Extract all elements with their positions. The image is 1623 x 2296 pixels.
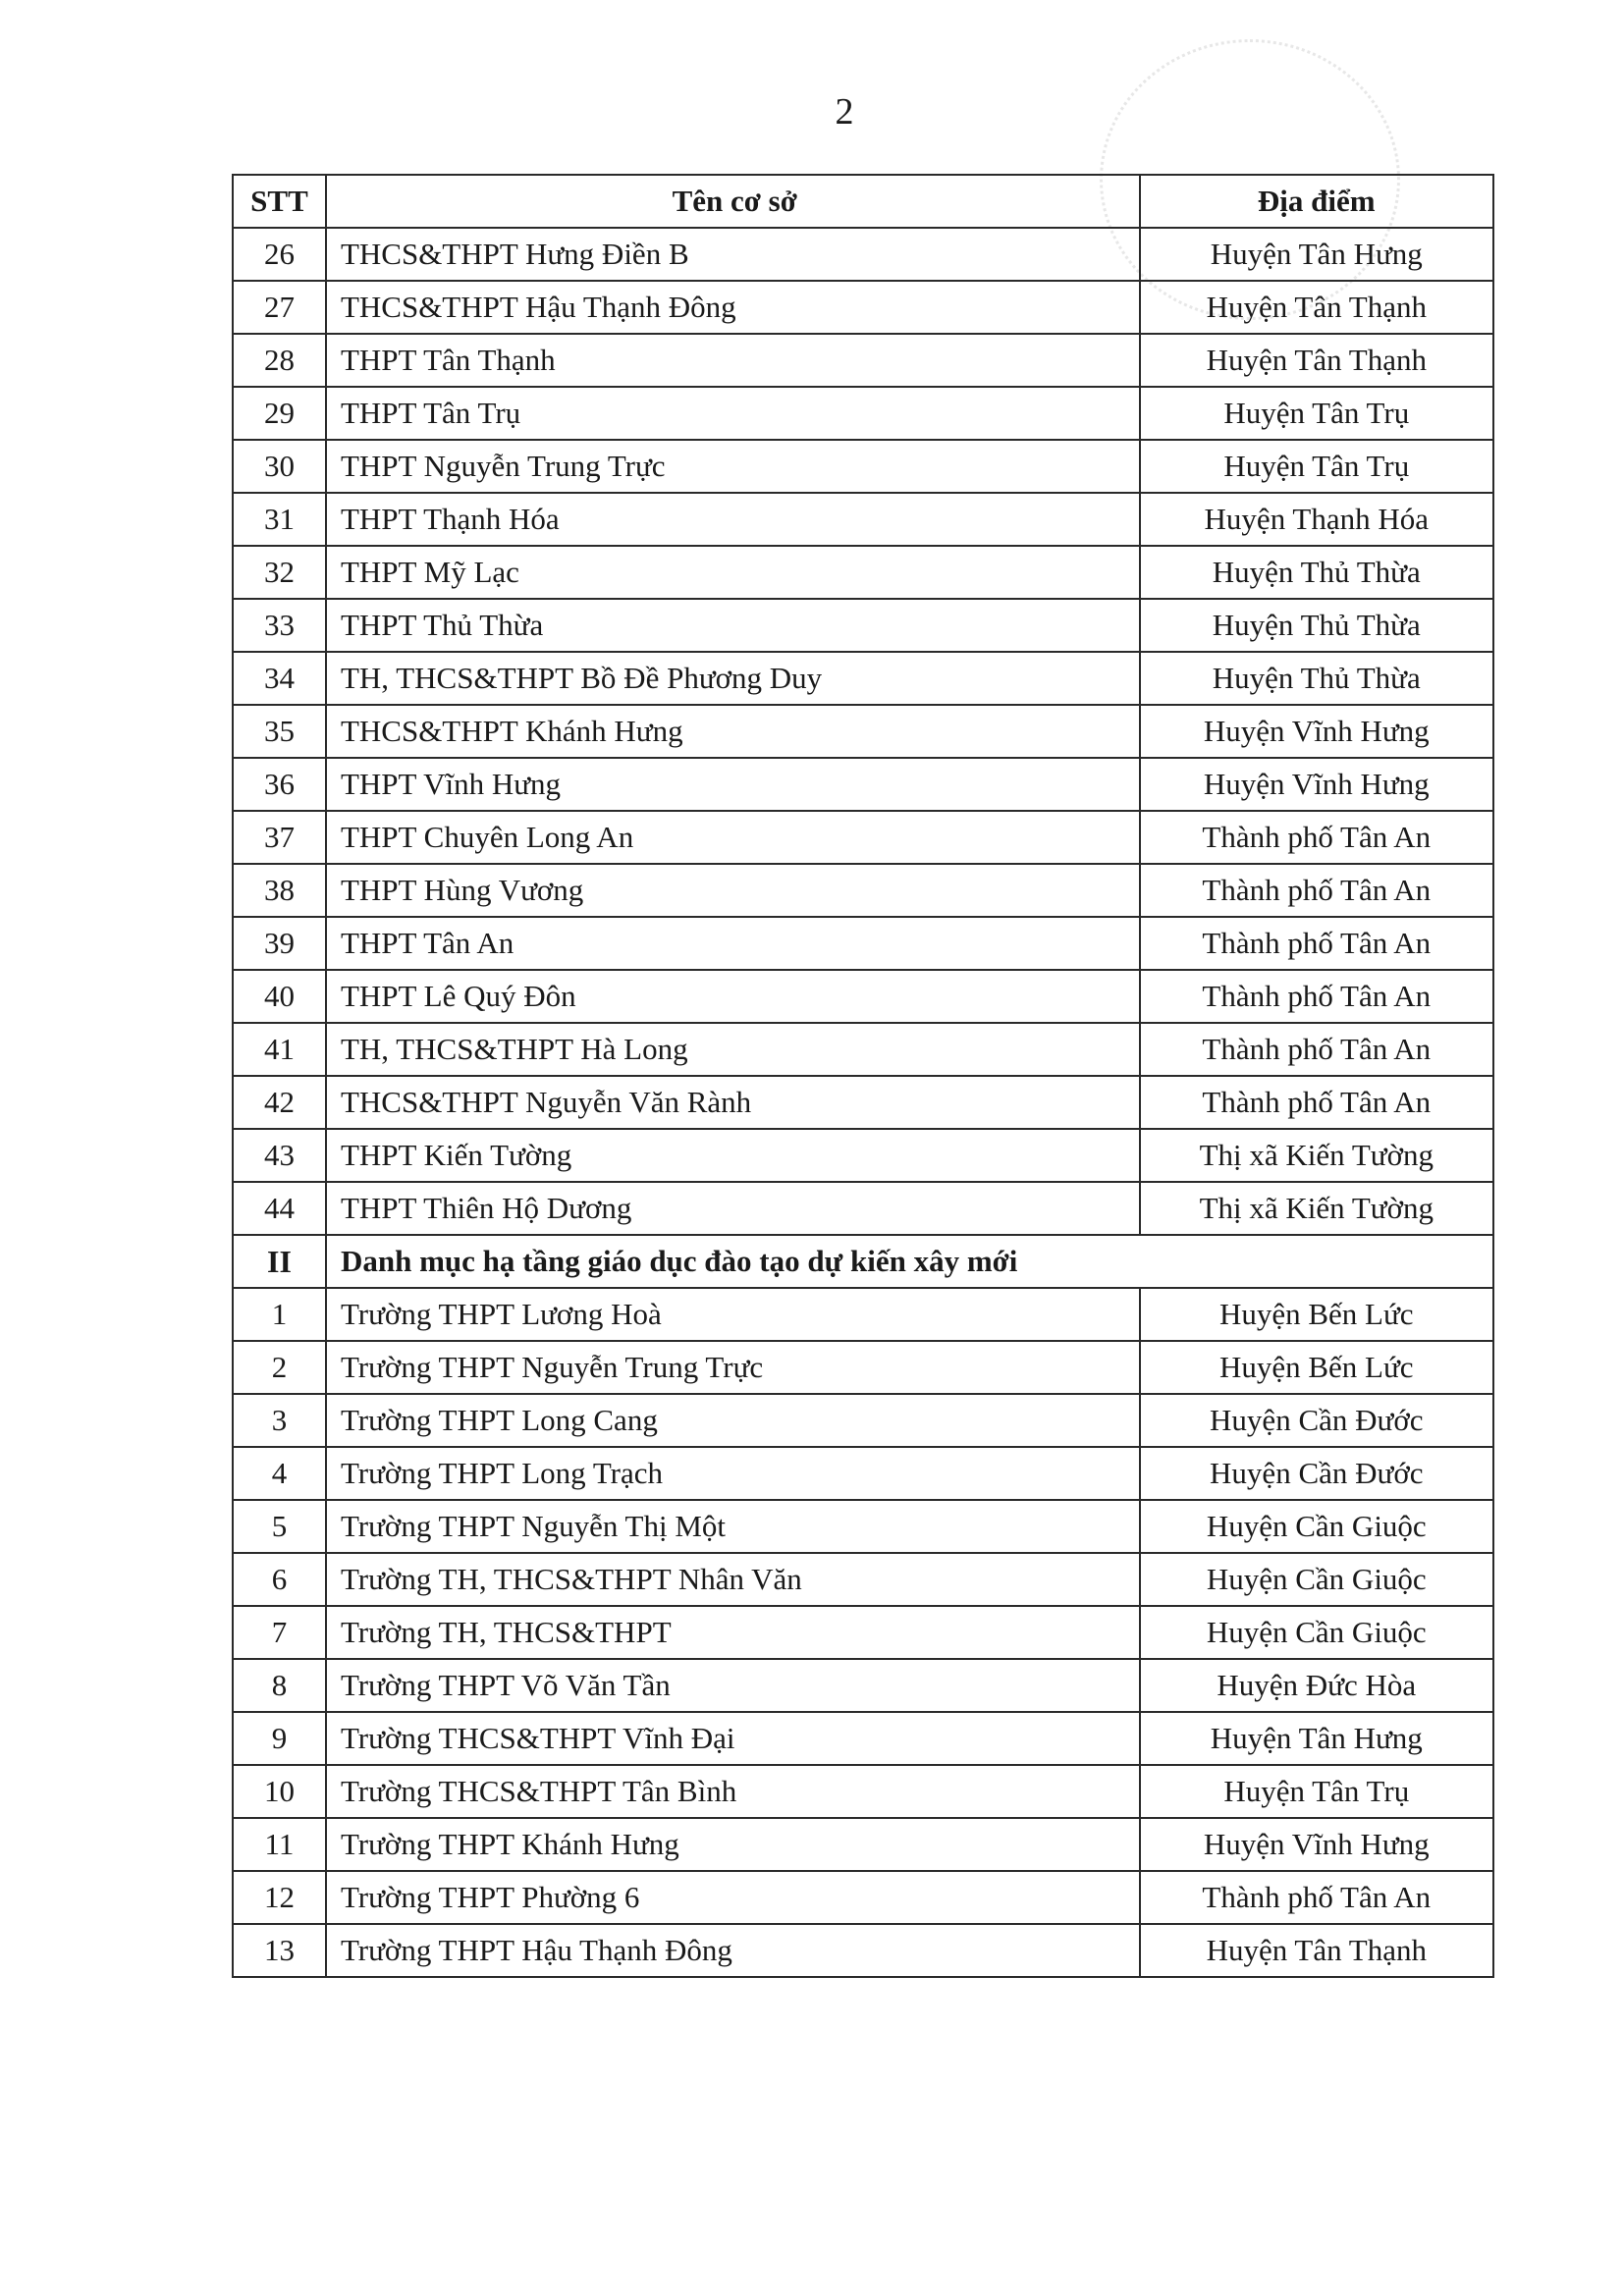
row-name: THPT Thạnh Hóa	[326, 493, 1140, 546]
row-name: THCS&THPT Hậu Thạnh Đông	[326, 281, 1140, 334]
row-name: Trường THPT Nguyễn Thị Một	[326, 1500, 1140, 1553]
page-number: 2	[835, 91, 854, 133]
row-location: Huyện Bến Lức	[1140, 1288, 1493, 1341]
row-location: Huyện Vĩnh Hưng	[1140, 758, 1493, 811]
table-row	[233, 1606, 1493, 1659]
row-stt: 31	[233, 493, 326, 546]
row-name: THPT Nguyễn Trung Trực	[326, 440, 1140, 493]
row-name: THCS&THPT Nguyễn Văn Rành	[326, 1076, 1140, 1129]
row-location: Huyện Thủ Thừa	[1140, 652, 1493, 705]
row-location: Huyện Tân Thạnh	[1140, 1924, 1493, 1977]
schools-table	[232, 174, 1494, 1978]
row-stt: 29	[233, 387, 326, 440]
table-row	[233, 1924, 1493, 1977]
row-name: THPT Kiến Tường	[326, 1129, 1140, 1182]
table-row	[233, 864, 1493, 917]
table-row	[233, 1341, 1493, 1394]
row-location: Thành phố Tân An	[1140, 864, 1493, 917]
row-location: Thành phố Tân An	[1140, 970, 1493, 1023]
table-row	[233, 917, 1493, 970]
row-location: Huyện Vĩnh Hưng	[1140, 1818, 1493, 1871]
row-name: Trường THPT Khánh Hưng	[326, 1818, 1140, 1871]
row-stt: 36	[233, 758, 326, 811]
row-stt: 12	[233, 1871, 326, 1924]
table-row	[233, 281, 1493, 334]
row-location: Huyện Vĩnh Hưng	[1140, 705, 1493, 758]
row-stt: 35	[233, 705, 326, 758]
row-stt: 5	[233, 1500, 326, 1553]
row-name: THPT Tân Thạnh	[326, 334, 1140, 387]
row-name: Trường THPT Long Cang	[326, 1394, 1140, 1447]
table-row	[233, 1659, 1493, 1712]
table-row	[233, 1288, 1493, 1341]
table-row	[233, 334, 1493, 387]
row-stt: 44	[233, 1182, 326, 1235]
table-row	[233, 1871, 1493, 1924]
table-row	[233, 705, 1493, 758]
section-body	[233, 1235, 1493, 1288]
table-row	[233, 811, 1493, 864]
row-name: Trường THPT Nguyễn Trung Trực	[326, 1341, 1140, 1394]
table-row	[233, 1765, 1493, 1818]
section-title: Danh mục hạ tầng giáo dục đào tạo dự kiến xây mới	[326, 1235, 1493, 1288]
row-stt: 28	[233, 334, 326, 387]
row-stt: 39	[233, 917, 326, 970]
row-stt: 42	[233, 1076, 326, 1129]
row-stt: 6	[233, 1553, 326, 1606]
section-stt: II	[233, 1235, 326, 1288]
row-name: Trường THPT Long Trạch	[326, 1447, 1140, 1500]
table-row	[233, 1500, 1493, 1553]
row-location: Huyện Cần Giuộc	[1140, 1606, 1493, 1659]
table-row	[233, 493, 1493, 546]
row-location: Huyện Cần Đước	[1140, 1394, 1493, 1447]
table-row	[233, 599, 1493, 652]
row-stt: 7	[233, 1606, 326, 1659]
row-name: TH, THCS&THPT Hà Long	[326, 1023, 1140, 1076]
table-row	[233, 1129, 1493, 1182]
row-name: TH, THCS&THPT Bồ Đề Phương Duy	[326, 652, 1140, 705]
row-stt: 40	[233, 970, 326, 1023]
row-name: THPT Mỹ Lạc	[326, 546, 1140, 599]
table-row	[233, 546, 1493, 599]
row-stt: 34	[233, 652, 326, 705]
table-row	[233, 1818, 1493, 1871]
table-row	[233, 1023, 1493, 1076]
row-location: Huyện Thạnh Hóa	[1140, 493, 1493, 546]
table-row	[233, 228, 1493, 281]
row-location: Huyện Tân Thạnh	[1140, 281, 1493, 334]
row-stt: 38	[233, 864, 326, 917]
row-stt: 9	[233, 1712, 326, 1765]
table-row	[233, 970, 1493, 1023]
row-stt: 8	[233, 1659, 326, 1712]
table-header-row	[233, 175, 1493, 228]
row-name: THPT Thiên Hộ Dương	[326, 1182, 1140, 1235]
row-name: Trường THPT Lương Hoà	[326, 1288, 1140, 1341]
row-location: Huyện Cần Giuộc	[1140, 1553, 1493, 1606]
row-location: Huyện Cần Giuộc	[1140, 1500, 1493, 1553]
table-row	[233, 1076, 1493, 1129]
table-body-part2	[233, 1288, 1493, 1977]
row-name: Trường THPT Hậu Thạnh Đông	[326, 1924, 1140, 1977]
row-name: THCS&THPT Hưng Điền B	[326, 228, 1140, 281]
row-location: Thành phố Tân An	[1140, 811, 1493, 864]
row-location: Huyện Tân Hưng	[1140, 228, 1493, 281]
row-location: Huyện Thủ Thừa	[1140, 546, 1493, 599]
table-row	[233, 652, 1493, 705]
row-stt: 13	[233, 1924, 326, 1977]
row-name: Trường THCS&THPT Tân Bình	[326, 1765, 1140, 1818]
row-name: Trường TH, THCS&THPT Nhân Văn	[326, 1553, 1140, 1606]
row-location: Huyện Tân Hưng	[1140, 1712, 1493, 1765]
section-row	[233, 1235, 1493, 1288]
row-stt: 27	[233, 281, 326, 334]
row-stt: 43	[233, 1129, 326, 1182]
row-stt: 2	[233, 1341, 326, 1394]
row-name: THCS&THPT Khánh Hưng	[326, 705, 1140, 758]
row-stt: 10	[233, 1765, 326, 1818]
row-location: Huyện Tân Thạnh	[1140, 334, 1493, 387]
table-row	[233, 440, 1493, 493]
row-stt: 3	[233, 1394, 326, 1447]
row-location: Thành phố Tân An	[1140, 1076, 1493, 1129]
row-location: Huyện Đức Hòa	[1140, 1659, 1493, 1712]
row-name: THPT Vĩnh Hưng	[326, 758, 1140, 811]
header-name: Tên cơ sở	[326, 175, 1140, 228]
row-stt: 11	[233, 1818, 326, 1871]
row-location: Huyện Bến Lức	[1140, 1341, 1493, 1394]
table-row	[233, 387, 1493, 440]
row-name: THPT Chuyên Long An	[326, 811, 1140, 864]
row-location: Thành phố Tân An	[1140, 1871, 1493, 1924]
row-name: THPT Hùng Vương	[326, 864, 1140, 917]
row-location: Huyện Tân Trụ	[1140, 1765, 1493, 1818]
row-name: THPT Thủ Thừa	[326, 599, 1140, 652]
row-stt: 26	[233, 228, 326, 281]
row-name: Trường TH, THCS&THPT	[326, 1606, 1140, 1659]
row-name: Trường THPT Phường 6	[326, 1871, 1140, 1924]
row-name: Trường THCS&THPT Vĩnh Đại	[326, 1712, 1140, 1765]
row-location: Huyện Cần Đước	[1140, 1447, 1493, 1500]
table-row	[233, 1394, 1493, 1447]
row-stt: 4	[233, 1447, 326, 1500]
row-stt: 32	[233, 546, 326, 599]
table-row	[233, 1182, 1493, 1235]
header-location: Địa điểm	[1140, 175, 1493, 228]
row-location: Thị xã Kiến Tường	[1140, 1129, 1493, 1182]
row-location: Huyện Tân Trụ	[1140, 387, 1493, 440]
table-row	[233, 758, 1493, 811]
row-stt: 41	[233, 1023, 326, 1076]
row-name: THPT Tân Trụ	[326, 387, 1140, 440]
row-name: THPT Tân An	[326, 917, 1140, 970]
row-location: Huyện Thủ Thừa	[1140, 599, 1493, 652]
header-stt: STT	[233, 175, 326, 228]
row-stt: 33	[233, 599, 326, 652]
row-location: Thành phố Tân An	[1140, 917, 1493, 970]
row-location: Huyện Tân Trụ	[1140, 440, 1493, 493]
row-stt: 37	[233, 811, 326, 864]
row-name: Trường THPT Võ Văn Tần	[326, 1659, 1140, 1712]
row-location: Thành phố Tân An	[1140, 1023, 1493, 1076]
row-location: Thị xã Kiến Tường	[1140, 1182, 1493, 1235]
table-row	[233, 1447, 1493, 1500]
table-row	[233, 1712, 1493, 1765]
row-stt: 1	[233, 1288, 326, 1341]
table-body-part1	[233, 228, 1493, 1235]
row-stt: 30	[233, 440, 326, 493]
table-row	[233, 1553, 1493, 1606]
row-name: THPT Lê Quý Đôn	[326, 970, 1140, 1023]
